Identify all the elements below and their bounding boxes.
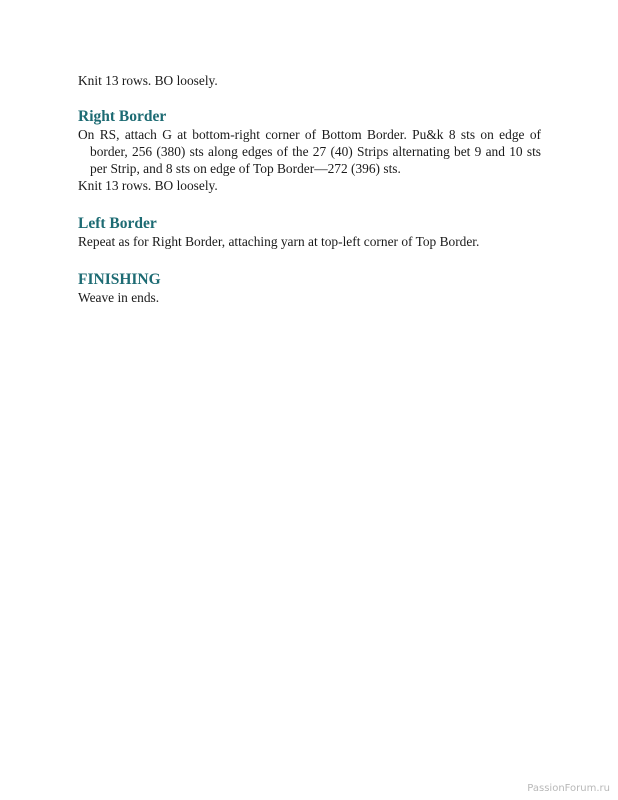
- spacer: [78, 250, 541, 270]
- spacer: [78, 89, 541, 107]
- watermark: PassionForum.ru: [527, 783, 610, 794]
- right-border-instructions: On RS, attach G at bottom-right corner of Bottom Border. Pu&k 8 sts on edge of border, 256 (380) sts along edges of the 27 (40) Strips alternating bet 9 and 10 sts per Strip, and 8 sts on edge of Top Border—272 (396) sts.: [78, 127, 541, 176]
- right-border-heading: Right Border: [78, 108, 167, 125]
- intro-instruction: Knit 13 rows. BO loosely.: [78, 73, 218, 88]
- right-border-followup: Knit 13 rows. BO loosely.: [78, 178, 218, 193]
- left-border-heading: Left Border: [78, 215, 157, 232]
- finishing-heading: FINISHING: [78, 271, 161, 288]
- finishing-instructions: Weave in ends.: [78, 290, 160, 305]
- document-page: [78, 72, 541, 306]
- left-border-instructions: Repeat as for Right Border, attaching yarn at top-left corner of Top Border.: [78, 234, 480, 249]
- spacer: [78, 194, 541, 214]
